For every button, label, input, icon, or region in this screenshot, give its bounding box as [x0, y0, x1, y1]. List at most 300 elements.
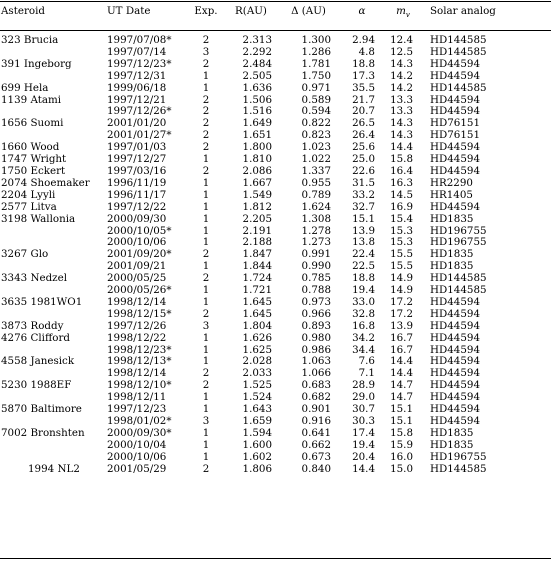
cell-asteroid: 3267 Glo — [1, 248, 49, 261]
cell-exp: 1 — [202, 153, 210, 166]
cell-exp: 1 — [202, 200, 210, 213]
cell-exp: 2 — [202, 105, 210, 118]
cell-alpha: 28.9 — [352, 379, 375, 392]
top-rule — [0, 1, 551, 2]
cell-delta-au: 0.901 — [301, 403, 331, 416]
cell-exp: 1 — [202, 450, 210, 463]
cell-delta-au: 0.973 — [301, 295, 331, 308]
cell-delta-au: 0.840 — [301, 462, 331, 475]
cell-alpha: 17.3 — [352, 69, 375, 82]
cell-alpha: 33.2 — [352, 188, 375, 201]
cell-solar-analog: HD76151 — [430, 117, 480, 130]
cell-r-au: 1.626 — [242, 331, 272, 344]
header-delta-au: Δ (AU) — [291, 5, 326, 17]
cell-mv: 14.5 — [390, 188, 413, 201]
cell-solar-analog: HD44594 — [430, 105, 480, 118]
cell-exp: 1 — [202, 331, 210, 344]
cell-solar-analog: HD144585 — [430, 272, 487, 285]
cell-ut-date: 1998/12/11 — [107, 391, 167, 404]
cell-solar-analog: HD196755 — [430, 236, 487, 249]
cell-r-au: 2.505 — [242, 69, 272, 82]
cell-ut-date: 2001/01/20 — [107, 117, 167, 130]
cell-exp: 1 — [202, 355, 210, 368]
cell-solar-analog: HD44594 — [430, 367, 480, 380]
cell-r-au: 1.844 — [242, 260, 272, 273]
table-row — [0, 309, 551, 321]
cell-ut-date: 2001/09/20* — [107, 248, 172, 261]
cell-solar-analog: HD76151 — [430, 129, 480, 142]
cell-solar-analog: HD144585 — [430, 284, 487, 297]
cell-solar-analog: HD144585 — [430, 45, 487, 58]
cell-mv: 16.9 — [390, 200, 413, 213]
cell-alpha: 17.4 — [352, 426, 375, 439]
cell-delta-au: 1.337 — [301, 164, 331, 177]
cell-ut-date: 1998/12/14 — [107, 367, 167, 380]
cell-asteroid — [0, 440, 105, 452]
cell-asteroid: 3873 Roddy — [1, 319, 64, 332]
cell-mv: 13.3 — [390, 105, 413, 118]
cell-mv: 16.0 — [390, 450, 413, 463]
cell-solar-analog: HR1405 — [430, 188, 473, 201]
cell-alpha: 22.4 — [352, 248, 375, 261]
cell-r-au: 1.806 — [242, 462, 272, 475]
cell-ut-date: 1996/11/17 — [107, 188, 167, 201]
cell-r-au: 1.645 — [242, 307, 272, 320]
cell-alpha: 30.7 — [352, 403, 375, 416]
cell-delta-au: 0.955 — [301, 176, 331, 189]
table-row — [0, 30, 551, 47]
cell-solar-analog: HD44594 — [430, 343, 480, 356]
cell-asteroid: 4276 Clifford — [1, 331, 70, 344]
cell-ut-date: 1998/12/22 — [107, 331, 167, 344]
cell-alpha: 32.7 — [352, 200, 375, 213]
cell-alpha: 20.7 — [352, 105, 375, 118]
table-row — [0, 464, 551, 476]
cell-ut-date: 2001/01/27* — [107, 129, 172, 142]
cell-mv: 14.2 — [390, 81, 413, 94]
cell-asteroid: 2204 Lyyli — [1, 188, 56, 201]
table-row — [0, 440, 551, 452]
cell-ut-date: 2000/09/30 — [107, 212, 167, 225]
cell-mv: 16.3 — [390, 176, 413, 189]
cell-solar-analog: HD44594 — [430, 379, 480, 392]
cell-ut-date: 1997/03/16 — [107, 164, 167, 177]
cell-delta-au: 0.785 — [301, 272, 331, 285]
cell-r-au: 1.506 — [242, 93, 272, 106]
cell-r-au: 1.724 — [242, 272, 272, 285]
cell-solar-analog: HD44594 — [430, 331, 480, 344]
cell-alpha: 35.5 — [352, 81, 375, 94]
cell-asteroid: 1994 NL2 — [28, 462, 80, 475]
cell-asteroid: 5870 Baltimore — [1, 403, 82, 416]
cell-alpha: 15.1 — [352, 212, 375, 225]
cell-mv: 14.4 — [390, 367, 413, 380]
cell-ut-date: 1998/12/13* — [107, 355, 172, 368]
cell-exp: 2 — [202, 129, 210, 142]
cell-ut-date: 1997/01/03 — [107, 141, 167, 154]
cell-delta-au: 0.641 — [301, 426, 331, 439]
cell-exp: 1 — [202, 426, 210, 439]
cell-solar-analog: HD144585 — [430, 462, 487, 475]
cell-solar-analog: HD1835 — [430, 248, 474, 261]
cell-mv: 13.9 — [390, 319, 413, 332]
cell-mv: 15.4 — [390, 212, 413, 225]
cell-alpha: 7.6 — [358, 355, 375, 368]
cell-asteroid: 699 Hela — [1, 81, 49, 94]
cell-delta-au: 0.823 — [301, 129, 331, 142]
cell-alpha: 20.4 — [352, 450, 375, 463]
cell-r-au: 1.659 — [242, 415, 272, 427]
cell-mv: 14.4 — [390, 141, 413, 154]
cell-solar-analog: HD44594 — [430, 141, 480, 154]
cell-asteroid: 323 Brucia — [1, 34, 59, 46]
cell-r-au: 2.086 — [242, 164, 272, 177]
cell-solar-analog: HD44594 — [430, 200, 480, 213]
cell-exp: 1 — [202, 69, 210, 82]
cell-r-au: 1.800 — [242, 141, 272, 154]
cell-asteroid: 2577 Litva — [1, 200, 57, 213]
cell-exp: 2 — [202, 117, 210, 130]
table-row — [0, 333, 551, 345]
cell-ut-date: 2000/10/06 — [107, 450, 167, 463]
cell-mv: 12.4 — [390, 34, 413, 46]
cell-solar-analog: HD1835 — [430, 260, 474, 273]
header-mv: $m_v$ — [396, 5, 410, 20]
cell-delta-au: 0.682 — [301, 391, 331, 404]
cell-mv: 12.5 — [390, 45, 413, 58]
cell-exp: 3 — [202, 319, 210, 332]
cell-solar-analog: HD1835 — [430, 438, 474, 451]
cell-mv: 15.5 — [390, 248, 413, 261]
cell-solar-analog: HD44594 — [430, 69, 480, 82]
cell-alpha: 19.4 — [352, 438, 375, 451]
cell-exp: 2 — [202, 462, 210, 475]
cell-exp: 2 — [202, 93, 210, 106]
cell-r-au: 1.847 — [242, 248, 272, 261]
cell-r-au: 1.525 — [242, 379, 272, 392]
cell-solar-analog: HD144585 — [430, 34, 487, 46]
cell-alpha: 2.94 — [352, 34, 375, 46]
cell-delta-au: 0.789 — [301, 188, 331, 201]
cell-alpha: 34.4 — [352, 343, 375, 356]
cell-alpha: 22.6 — [352, 164, 375, 177]
cell-alpha: 29.0 — [352, 391, 375, 404]
cell-r-au: 1.667 — [242, 176, 272, 189]
cell-asteroid: 1656 Suomi — [1, 117, 64, 130]
cell-asteroid: 7002 Bronshten — [1, 426, 85, 439]
table-row — [0, 452, 551, 464]
cell-exp: 3 — [202, 45, 210, 58]
cell-r-au: 2.484 — [242, 57, 272, 70]
cell-r-au: 1.636 — [242, 81, 272, 94]
table-body — [0, 30, 551, 476]
cell-r-au: 1.721 — [242, 284, 272, 297]
cell-exp: 1 — [202, 188, 210, 201]
cell-delta-au: 0.662 — [301, 438, 331, 451]
cell-asteroid: 3343 Nedzel — [1, 272, 67, 285]
cell-delta-au: 0.822 — [301, 117, 331, 130]
cell-solar-analog: HD196755 — [430, 450, 487, 463]
header-row — [0, 4, 551, 30]
header-ut-date: UT Date — [107, 5, 151, 17]
cell-ut-date: 1997/07/08* — [107, 34, 172, 46]
table-row — [0, 190, 551, 202]
cell-delta-au: 0.980 — [301, 331, 331, 344]
cell-delta-au: 0.990 — [301, 260, 331, 273]
cell-exp: 1 — [202, 224, 210, 237]
cell-ut-date: 2000/05/25 — [107, 272, 167, 285]
cell-ut-date: 2000/10/06 — [107, 236, 167, 249]
cell-alpha: 22.5 — [352, 260, 375, 273]
cell-exp: 1 — [202, 81, 210, 94]
cell-mv: 15.3 — [390, 236, 413, 249]
cell-ut-date: 2000/05/26* — [107, 284, 172, 297]
cell-alpha: 4.8 — [358, 45, 375, 58]
cell-solar-analog: HD44594 — [430, 319, 480, 332]
cell-ut-date: 1997/12/31 — [107, 69, 167, 82]
cell-r-au: 2.191 — [242, 224, 272, 237]
cell-ut-date: 2000/10/05* — [107, 224, 172, 237]
cell-alpha: 26.4 — [352, 129, 375, 142]
cell-exp: 1 — [202, 284, 210, 297]
table-row — [0, 59, 551, 71]
cell-asteroid: 2074 Shoemaker — [1, 176, 90, 189]
cell-r-au: 1.594 — [242, 426, 272, 439]
cell-alpha: 21.7 — [352, 93, 375, 106]
cell-asteroid: 3635 1981WO1 — [1, 295, 83, 308]
cell-delta-au: 1.023 — [301, 141, 331, 154]
cell-ut-date: 1997/07/14 — [107, 45, 167, 58]
cell-r-au: 1.643 — [242, 403, 272, 416]
header-exp: Exp. — [194, 5, 218, 17]
cell-exp: 1 — [202, 403, 210, 416]
cell-delta-au: 0.916 — [301, 415, 331, 427]
cell-solar-analog: HD144585 — [430, 81, 487, 94]
cell-delta-au: 0.589 — [301, 93, 331, 106]
cell-delta-au: 1.273 — [301, 236, 331, 249]
cell-delta-au: 1.066 — [301, 367, 331, 380]
cell-mv: 14.9 — [390, 284, 413, 297]
cell-mv: 14.3 — [390, 129, 413, 142]
cell-ut-date: 1996/11/19 — [107, 176, 167, 189]
table-row — [0, 83, 551, 95]
cell-mv: 16.4 — [390, 164, 413, 177]
cell-alpha: 19.4 — [352, 284, 375, 297]
cell-alpha: 16.8 — [352, 319, 375, 332]
cell-exp: 2 — [202, 367, 210, 380]
cell-solar-analog: HD44594 — [430, 295, 480, 308]
cell-asteroid — [0, 71, 105, 83]
header-asteroid: Asteroid — [1, 5, 45, 17]
cell-r-au: 1.804 — [242, 319, 272, 332]
cell-r-au: 2.033 — [242, 367, 272, 380]
cell-alpha: 25.6 — [352, 141, 375, 154]
cell-delta-au: 0.986 — [301, 343, 331, 356]
cell-solar-analog: HD44594 — [430, 403, 480, 416]
cell-r-au: 2.028 — [242, 355, 272, 368]
cell-delta-au: 0.673 — [301, 450, 331, 463]
cell-exp: 2 — [202, 248, 210, 261]
cell-mv: 15.3 — [390, 224, 413, 237]
cell-exp: 1 — [202, 260, 210, 273]
cell-r-au: 1.549 — [242, 188, 272, 201]
table-row — [0, 71, 551, 83]
cell-alpha: 31.5 — [352, 176, 375, 189]
cell-ut-date: 2000/09/30* — [107, 426, 172, 439]
cell-solar-analog: HR2290 — [430, 176, 473, 189]
cell-solar-analog: HD1835 — [430, 426, 474, 439]
cell-alpha: 32.8 — [352, 307, 375, 320]
data-table — [0, 4, 551, 476]
cell-exp: 2 — [202, 272, 210, 285]
cell-solar-analog: HD44594 — [430, 355, 480, 368]
cell-alpha: 34.2 — [352, 331, 375, 344]
cell-ut-date: 2000/10/04 — [107, 438, 167, 451]
cell-asteroid: 391 Ingeborg — [1, 57, 72, 70]
cell-delta-au: 0.788 — [301, 284, 331, 297]
cell-delta-au: 0.971 — [301, 81, 331, 94]
cell-solar-analog: HD44594 — [430, 93, 480, 106]
cell-asteroid — [0, 309, 105, 321]
cell-solar-analog: HD1835 — [430, 212, 474, 225]
cell-exp: 1 — [202, 391, 210, 404]
cell-exp: 2 — [202, 307, 210, 320]
cell-alpha: 18.8 — [352, 57, 375, 70]
cell-delta-au: 1.286 — [301, 45, 331, 58]
cell-exp: 2 — [202, 379, 210, 392]
table-row — [0, 202, 551, 214]
cell-ut-date: 1997/12/23* — [107, 57, 172, 70]
cell-alpha: 7.1 — [358, 367, 375, 380]
cell-exp: 1 — [202, 212, 210, 225]
table-row — [0, 178, 551, 190]
cell-alpha: 25.0 — [352, 153, 375, 166]
cell-ut-date: 1998/12/23* — [107, 343, 172, 356]
bottom-rule — [0, 558, 551, 559]
cell-ut-date: 1998/12/14 — [107, 295, 167, 308]
cell-mv: 14.4 — [390, 355, 413, 368]
cell-solar-analog: HD44594 — [430, 391, 480, 404]
cell-mv: 14.3 — [390, 117, 413, 130]
cell-alpha: 33.0 — [352, 295, 375, 308]
cell-mv: 14.9 — [390, 272, 413, 285]
cell-delta-au: 1.308 — [301, 212, 331, 225]
cell-exp: 1 — [202, 343, 210, 356]
cell-delta-au: 1.063 — [301, 355, 331, 368]
cell-r-au: 1.600 — [242, 438, 272, 451]
cell-r-au: 1.651 — [242, 129, 272, 142]
cell-delta-au: 1.022 — [301, 153, 331, 166]
cell-solar-analog: HD44594 — [430, 57, 480, 70]
cell-asteroid — [0, 452, 105, 464]
cell-ut-date: 1997/12/22 — [107, 200, 167, 213]
cell-r-au: 2.313 — [242, 34, 272, 46]
cell-mv: 15.1 — [390, 415, 413, 427]
cell-mv: 13.3 — [390, 93, 413, 106]
cell-ut-date: 1997/12/23 — [107, 403, 167, 416]
cell-mv: 15.5 — [390, 260, 413, 273]
cell-r-au: 2.292 — [242, 45, 272, 58]
cell-r-au: 1.812 — [242, 200, 272, 213]
cell-r-au: 1.810 — [242, 153, 272, 166]
cell-delta-au: 0.893 — [301, 319, 331, 332]
cell-exp: 3 — [202, 415, 210, 427]
cell-r-au: 1.524 — [242, 391, 272, 404]
cell-mv: 17.2 — [390, 295, 413, 308]
cell-ut-date: 2001/09/21 — [107, 260, 167, 273]
cell-solar-analog: HD44594 — [430, 164, 480, 177]
cell-ut-date: 1997/12/26 — [107, 319, 167, 332]
cell-alpha: 18.8 — [352, 272, 375, 285]
cell-r-au: 1.516 — [242, 105, 272, 118]
cell-exp: 2 — [202, 34, 210, 46]
cell-exp: 2 — [202, 57, 210, 70]
cell-alpha: 14.4 — [352, 462, 375, 475]
cell-delta-au: 1.750 — [301, 69, 331, 82]
cell-delta-au: 1.278 — [301, 224, 331, 237]
cell-mv: 16.7 — [390, 331, 413, 344]
cell-delta-au: 0.683 — [301, 379, 331, 392]
cell-alpha: 30.3 — [352, 415, 375, 427]
table-row — [0, 214, 551, 226]
cell-mv: 15.9 — [390, 438, 413, 451]
cell-solar-analog: HD44594 — [430, 415, 480, 427]
cell-exp: 1 — [202, 295, 210, 308]
cell-mv: 14.3 — [390, 57, 413, 70]
cell-exp: 1 — [202, 438, 210, 451]
cell-ut-date: 2001/05/29 — [107, 462, 167, 475]
header-alpha: α — [358, 5, 366, 17]
cell-mv: 15.1 — [390, 403, 413, 416]
cell-solar-analog: HD44594 — [430, 307, 480, 320]
cell-delta-au: 1.624 — [301, 200, 331, 213]
cell-r-au: 2.205 — [242, 212, 272, 225]
cell-alpha: 13.9 — [352, 224, 375, 237]
cell-mv: 14.2 — [390, 69, 413, 82]
cell-mv: 17.2 — [390, 307, 413, 320]
cell-delta-au: 0.594 — [301, 105, 331, 118]
cell-delta-au: 1.300 — [301, 34, 331, 46]
cell-asteroid: 3198 Wallonia — [1, 212, 76, 225]
cell-delta-au: 1.781 — [301, 57, 331, 70]
cell-ut-date: 1999/06/18 — [107, 81, 167, 94]
cell-alpha: 13.8 — [352, 236, 375, 249]
cell-mv: 14.7 — [390, 379, 413, 392]
header-r-au: R(AU) — [235, 5, 267, 17]
cell-ut-date: 1998/12/10* — [107, 379, 172, 392]
cell-r-au: 1.645 — [242, 295, 272, 308]
cell-asteroid: 4558 Janesick — [1, 355, 75, 368]
cell-mv: 15.0 — [390, 462, 413, 475]
header-solar-analog: Solar analog — [430, 5, 496, 17]
cell-ut-date: 1997/12/26* — [107, 105, 172, 118]
cell-asteroid — [0, 226, 105, 238]
cell-exp: 2 — [202, 164, 210, 177]
cell-r-au: 1.649 — [242, 117, 272, 130]
cell-r-au: 2.188 — [242, 236, 272, 249]
cell-mv: 15.8 — [390, 426, 413, 439]
cell-exp: 1 — [202, 176, 210, 189]
cell-solar-analog: HD44594 — [430, 153, 480, 166]
cell-r-au: 1.602 — [242, 450, 272, 463]
cell-ut-date: 1998/12/15* — [107, 307, 172, 320]
cell-delta-au: 0.966 — [301, 307, 331, 320]
cell-exp: 2 — [202, 141, 210, 154]
cell-solar-analog: HD196755 — [430, 224, 487, 237]
cell-asteroid: 5230 1988EF — [1, 379, 72, 392]
cell-asteroid: 1660 Wood — [1, 141, 60, 154]
cell-alpha: 26.5 — [352, 117, 375, 130]
